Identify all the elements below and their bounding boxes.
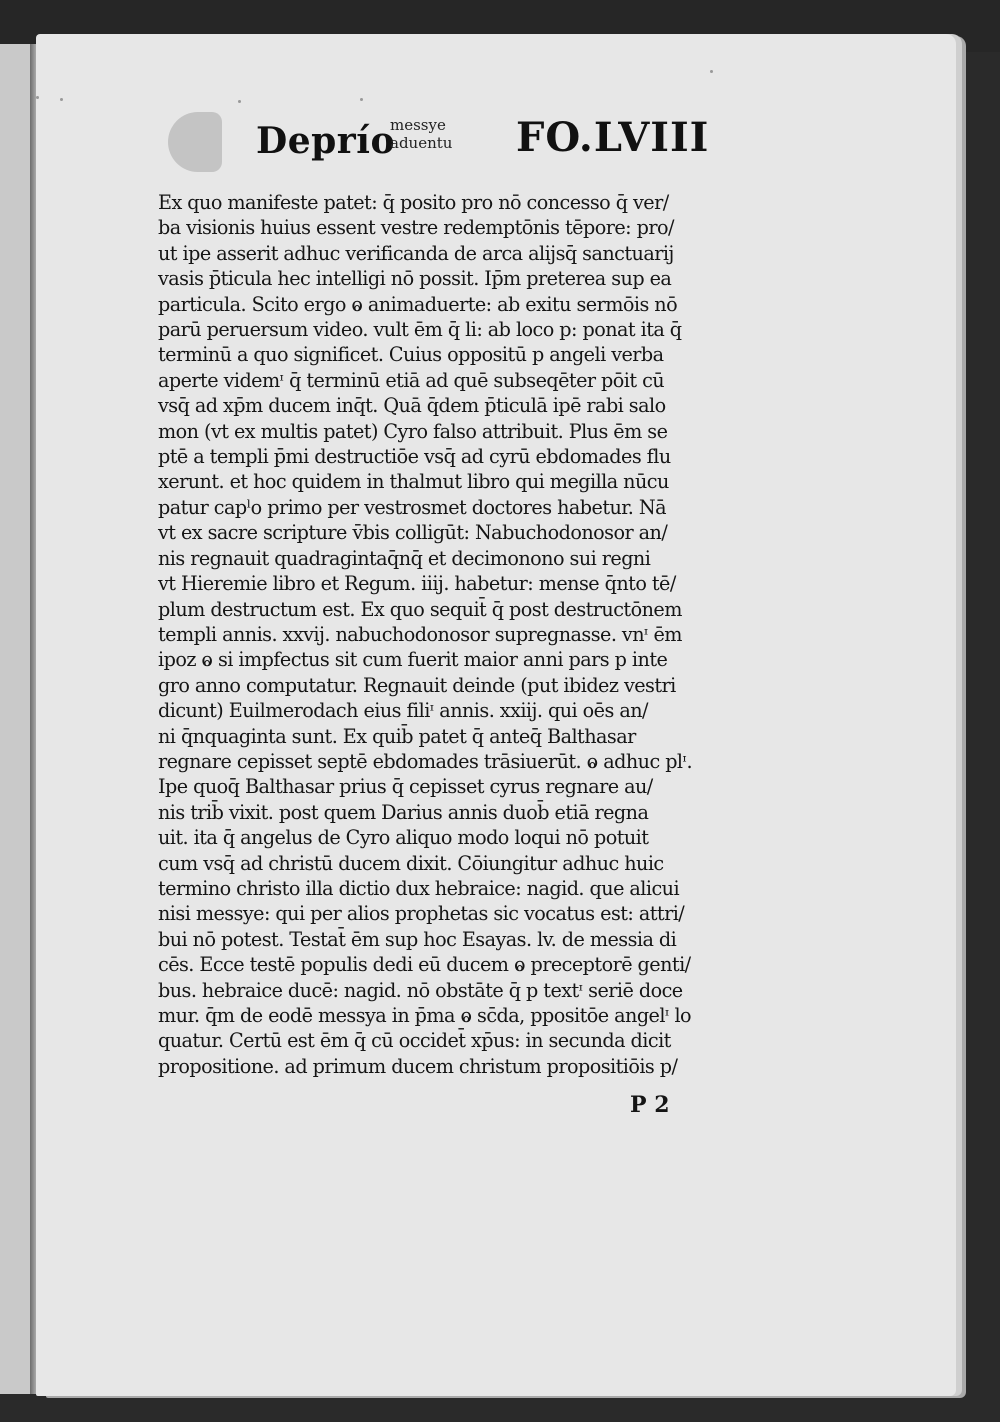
text-line: propositione. ad primum ducem christum propositiōis p/ xyxy=(158,1054,678,1078)
text-line: terminū a quo significet. Cuius oppositū p angeli verba xyxy=(158,343,664,367)
text-line: Ex quo manifeste patet: q̄ posito pro nō concesso q̄ ver/ xyxy=(158,191,669,214)
signature-mark: P 2 xyxy=(630,1092,670,1118)
text-line: templi annis. xxvij. nabuchodonosor supregnasse. vnᶦ ēm xyxy=(158,622,682,646)
text-line: regnare cepisset septē ebdomades trāsiuerūt. ⱺ adhuc plᶦ. xyxy=(158,749,692,773)
text-line: vsq̄ ad xp̄m ducem inq̄t. Quā q̄dem p̄ticulā ipē rabi salo xyxy=(158,394,666,418)
head-note-line-1: messye xyxy=(390,116,446,134)
text-line: vt Hieremie libro et Regum. iiij. habetur: mense q̄nto tē/ xyxy=(158,572,676,596)
text-line: nisi messye: qui per alios prophetas sic vocatus est: attri/ xyxy=(158,902,685,926)
text-line: ipoz ⱺ si impfectus sit cum fuerit maior anni pars p inte xyxy=(158,648,668,672)
head-note-line-2: aduentu xyxy=(390,134,453,152)
paper-speck xyxy=(360,98,363,101)
text-line: cēs. Ecce testē populis dedi eū ducem ⱺ preceptorē genti/ xyxy=(158,953,691,977)
text-line: nis regnauit quadragintaq̄nq̄ et decimonono sui regni xyxy=(158,546,651,570)
text-line: patur capˡo primo per vestrosmet doctores habetur. Nā xyxy=(158,495,667,519)
running-head: Deprío xyxy=(256,120,395,162)
text-line: gro anno computatur. Regnauit deinde (put ibidez vestri xyxy=(158,673,676,697)
text-line: xerunt. et hoc quidem in thalmut libro qui megilla nūcu xyxy=(158,470,669,494)
text-line: bui nō potest. Testat̄ ēm sup hoc Esayas. lv. de messia di xyxy=(158,927,677,951)
text-line: termino christo illa dictio dux hebraice: nagid. que alicui xyxy=(158,876,680,900)
text-line: cum vsq̄ ad christū ducem dixit. Cōiungitur adhuc huic xyxy=(158,851,664,875)
paper-speck xyxy=(60,98,63,101)
text-line: Ipe quoq̄ Balthasar prius q̄ cepisset cyrus regnare au/ xyxy=(158,775,653,799)
text-line: ptē a templi p̄mi destructiōe vsq̄ ad cyrū ebdomades flu xyxy=(158,445,671,469)
text-line: ut ipe asserit adhuc verificanda de arca alijsq̄ sanctuarij xyxy=(158,241,674,265)
paper-speck xyxy=(36,96,39,99)
text-line: vt ex sacre scripture v̄bis colligūt: Nabuchodonosor an/ xyxy=(158,521,668,545)
text-line: aperte videmᶦ q̄ terminū etiā ad quē subseqēter pōit cū xyxy=(158,368,665,392)
text-line: dicunt) Euilmerodach eius filiᶦ annis. xxiij. qui oēs an/ xyxy=(158,699,648,723)
text-line: mur. q̄m de eodē messya in p̄ma ⱺ sc̄da, ppositōe angelᶦ lo xyxy=(158,1004,692,1027)
folio-number: FO.LVIII xyxy=(516,114,710,161)
decorated-initial xyxy=(168,112,222,172)
text-line: ni q̄nquaginta sunt. Ex quib̄ patet q̄ anteq̄ Balthasar xyxy=(158,724,636,748)
text-line: mon (vt ex multis patet) Cyro falso attribuit. Plus ēm se xyxy=(158,419,668,443)
body-text xyxy=(158,190,718,1079)
text-line: nis trib̄ vixit. post quem Darius annis duob̄ etiā regna xyxy=(158,800,649,824)
text-line: vasis p̄ticula hec intelligi nō possit. Ip̄m preterea sup ea xyxy=(158,267,672,291)
text-line: bus. hebraice ducē: nagid. nō obstāte q̄ p textᶦ seriē doce xyxy=(158,978,683,1002)
text-line: uit. ita q̄ angelus de Cyro aliquo modo loqui nō potuit xyxy=(158,826,649,850)
text-line: ba visionis huius essent vestre redemptōnis tēpore: pro/ xyxy=(158,216,674,240)
paper-speck xyxy=(710,70,713,73)
text-line: plum destructum est. Ex quo sequit̄ q̄ post destructōnem xyxy=(158,597,682,621)
text-line: quatur. Certū est ēm q̄ cū occidet̄ xp̄us: in secunda dicit xyxy=(158,1029,671,1053)
text-line: parū peruersum video. vult ēm q̄ li: ab loco p: ponat ita q̄ xyxy=(158,318,682,342)
page-header xyxy=(168,108,728,174)
head-note xyxy=(390,116,452,152)
facing-page-edge xyxy=(0,44,33,1394)
paper-speck xyxy=(238,100,241,103)
text-line: particula. Scito ergo ⱺ animaduerte: ab exitu sermōis nō xyxy=(158,292,678,316)
